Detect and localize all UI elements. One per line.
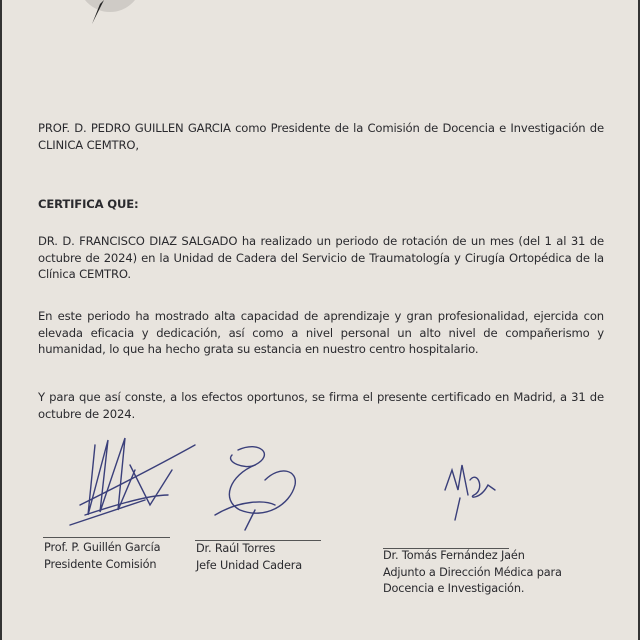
signatory-name: Prof. P. Guillén García	[44, 541, 161, 554]
signatory-role-line2: Docencia e Investigación.	[383, 582, 525, 595]
signatory-role: Presidente Comisión	[44, 557, 157, 571]
signatory-2	[196, 541, 302, 574]
signature-line-1	[43, 537, 170, 538]
certifica-heading: CERTIFICA QUE:	[38, 197, 139, 211]
signatory-3	[383, 548, 562, 598]
paragraph-rotation: DR. D. FRANCISCO DIAZ SALGADO ha realizado un periodo de rotación de un mes (del 1 al 31 de octubre de 2024) en la Unidad de Cadera del Servicio de Traumatología y Cirugía Ortopédica de la Clínica CEMTRO.	[38, 234, 604, 281]
signature-guillen-icon	[70, 438, 195, 525]
signatory-name: Dr. Raúl Torres	[196, 542, 276, 555]
signatory-1	[44, 540, 160, 573]
paragraph-closing: Y para que así conste, a los efectos oportunos, se firma el presente certificado en Madrid, a 31 de octubre de 2024.	[38, 390, 604, 421]
signatory-role: Jefe Unidad Cadera	[196, 558, 303, 572]
intro-text: PROF. D. PEDRO GUILLEN GARCIA como Presidente de la Comisión de Docencia e Investigación de CLINICA CEMTRO,	[38, 121, 604, 152]
signature-fernandez-icon	[445, 465, 495, 520]
signatory-role: Adjunto a Dirección Médica para	[383, 565, 562, 579]
signature-torres-icon	[215, 447, 295, 530]
paragraph-evaluation: En este periodo ha mostrado alta capacidad de aprendizaje y gran profesionalidad, ejercida con elevada eficacia y dedicación, así como a nivel personal un alto nivel de compañerismo y humanidad, lo que ha hecho grata su estancia en nuestro centro hospitalario.	[38, 309, 604, 356]
signatory-name: Dr. Tomás Fernández Jaén	[383, 549, 525, 562]
